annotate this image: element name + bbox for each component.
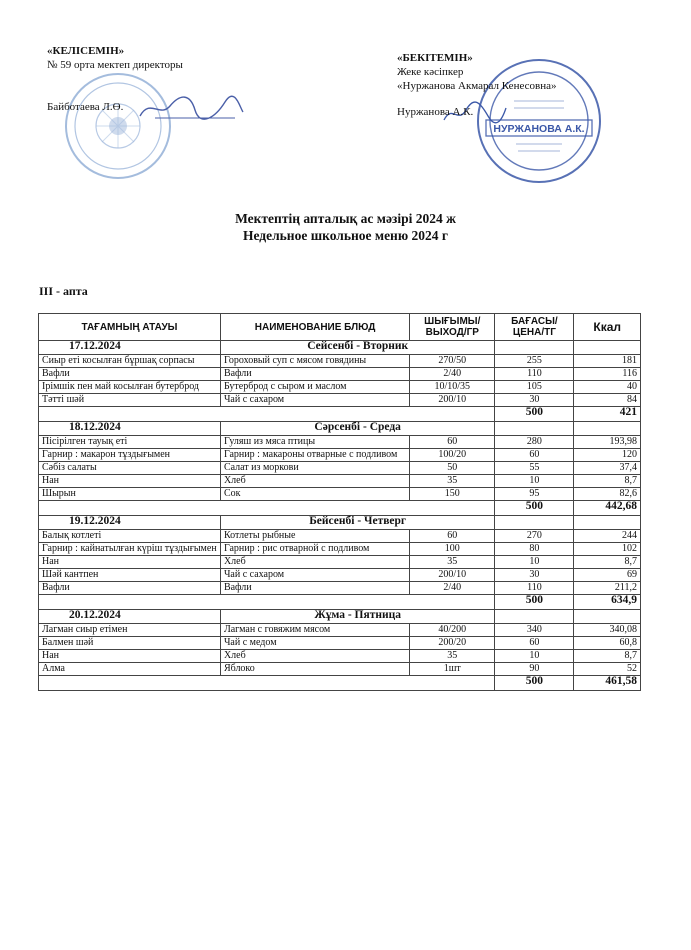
total-kcal: 461,58 [574,676,641,691]
dish-name-kz: Сәбіз салаты [39,462,221,475]
dish-name-kz: Балық котлеті [39,530,221,543]
dish-yield: 40/200 [410,624,495,637]
total-empty-cell [39,595,495,610]
day-header-row [39,341,641,355]
total-kcal: 634,9 [574,595,641,610]
dish-price: 10 [495,650,574,663]
title-russian: Недельное школьное меню 2024 г [242,228,449,243]
dish-name-kz: Балмен шәй [39,637,221,650]
header-dish-ru: НАИМЕНОВАНИЕ БЛЮД [220,314,409,341]
total-empty-cell [39,676,495,691]
dish-name-ru: Бутерброд с сыром и маслом [220,381,409,394]
dish-price: 110 [495,582,574,595]
day-date: 18.12.2024 [39,422,221,436]
dish-price: 110 [495,368,574,381]
header-yield: ШЫҒЫМЫ/ ВЫХОД/ГР [410,314,495,341]
day-name: Сейсенбі - Вторник [220,341,494,355]
menu-item-row [39,663,641,676]
menu-body [39,341,641,691]
dish-name-kz: Ірімшік пен май косылған бутерброд [39,381,221,394]
dish-yield: 10/10/35 [410,381,495,394]
dish-name-kz: Гарнир : кайнатылған күріш тұздығымен [39,543,221,556]
total-price: 500 [495,676,574,691]
menu-item-row [39,569,641,582]
day-total-row [39,676,641,691]
menu-item-row [39,475,641,488]
dish-yield: 150 [410,488,495,501]
dish-yield: 200/10 [410,569,495,582]
dish-yield: 60 [410,530,495,543]
dish-name-ru: Гарнир : рис отварной с подливом [220,543,409,556]
day-empty-cell [574,610,641,624]
dish-kcal: 40 [574,381,641,394]
dish-kcal: 193,98 [574,436,641,449]
dish-yield: 1шт [410,663,495,676]
menu-header-row [39,314,641,341]
day-name: Бейсенбі - Четверг [220,516,494,530]
day-empty-cell [574,516,641,530]
menu-item-row [39,530,641,543]
menu-item-row [39,582,641,595]
dish-price: 80 [495,543,574,556]
dish-name-ru: Гарнир : макароны отварные с подливом [220,449,409,462]
dish-kcal: 8,7 [574,556,641,569]
dish-yield: 60 [410,436,495,449]
dish-price: 60 [495,637,574,650]
dish-yield: 35 [410,556,495,569]
day-name: Сәрсенбі - Среда [220,422,494,436]
dish-name-kz: Лагман сиыр етімен [39,624,221,637]
day-header-row [39,516,641,530]
dish-yield: 200/20 [410,637,495,650]
menu-item-row [39,637,641,650]
dish-name-kz: Вафли [39,368,221,381]
total-kcal: 421 [574,407,641,422]
menu-item-row [39,436,641,449]
day-header-row [39,610,641,624]
dish-name-kz: Нан [39,475,221,488]
total-empty-cell [39,407,495,422]
menu-item-row [39,368,641,381]
dish-price: 30 [495,394,574,407]
dish-yield: 50 [410,462,495,475]
menu-item-row [39,488,641,501]
dish-yield: 100 [410,543,495,556]
dish-name-kz: Пісірілген тауық еті [39,436,221,449]
day-header-row [39,422,641,436]
total-empty-cell [39,501,495,516]
week-label: III - апта [39,284,88,298]
dish-price: 95 [495,488,574,501]
menu-item-row [39,462,641,475]
dish-name-ru: Чай с медом [220,637,409,650]
dish-price: 340 [495,624,574,637]
dish-name-ru: Гороховый суп с мясом говядины [220,355,409,368]
approval-right-heading: «БЕКІТЕМІН» [397,52,473,64]
header-price: БАҒАСЫ/ ЦЕНА/ТГ [495,314,574,341]
dish-yield: 35 [410,650,495,663]
dish-name-kz: Сиыр еті косылған бұршақ сорпасы [39,355,221,368]
dish-name-ru: Чай с сахаром [220,569,409,582]
dish-name-ru: Лагман с говяжим мясом [220,624,409,637]
day-empty-cell [495,341,574,355]
dish-name-kz: Алма [39,663,221,676]
day-date: 20.12.2024 [39,610,221,624]
dish-kcal: 181 [574,355,641,368]
dish-kcal: 69 [574,569,641,582]
day-name: Жұма - Пятница [220,610,494,624]
menu-item-row [39,394,641,407]
menu-item-row [39,650,641,663]
menu-item-row [39,543,641,556]
dish-name-ru: Гуляш из мяса птицы [220,436,409,449]
dish-price: 255 [495,355,574,368]
dish-yield: 2/40 [410,582,495,595]
header-dish-kz: ТАҒАМНЫҢ АТАУЫ [39,314,221,341]
dish-kcal: 37,4 [574,462,641,475]
dish-kcal: 340,08 [574,624,641,637]
day-empty-cell [495,610,574,624]
menu-item-row [39,381,641,394]
menu-item-row [39,355,641,368]
menu-item-row [39,556,641,569]
day-total-row [39,407,641,422]
dish-price: 10 [495,475,574,488]
day-total-row [39,501,641,516]
total-price: 500 [495,501,574,516]
day-empty-cell [495,516,574,530]
dish-name-kz: Шырын [39,488,221,501]
dish-kcal: 116 [574,368,641,381]
dish-yield: 2/40 [410,368,495,381]
title-kazakh: Мектептің апталық ас мәзірі 2024 ж [235,211,456,226]
dish-name-ru: Чай с сахаром [220,394,409,407]
director-signature [135,88,245,128]
total-kcal: 442,68 [574,501,641,516]
total-price: 500 [495,595,574,610]
dish-kcal: 102 [574,543,641,556]
dish-name-kz: Нан [39,556,221,569]
dish-name-kz: Шәй кантпен [39,569,221,582]
dish-name-kz: Вафли [39,582,221,595]
dish-name-ru: Сок [220,488,409,501]
dish-price: 10 [495,556,574,569]
dish-price: 280 [495,436,574,449]
day-total-row [39,595,641,610]
approval-right [397,51,556,119]
dish-kcal: 60,8 [574,637,641,650]
approval-right-position: Жеке кәсіпкер [397,66,464,78]
day-empty-cell [574,422,641,436]
menu-item-row [39,624,641,637]
dish-name-ru: Салат из моркови [220,462,409,475]
dish-yield: 200/10 [410,394,495,407]
dish-price: 90 [495,663,574,676]
dish-name-kz: Тәтті шәй [39,394,221,407]
dish-kcal: 84 [574,394,641,407]
day-empty-cell [574,341,641,355]
dish-name-ru: Вафли [220,368,409,381]
dish-name-ru: Вафли [220,582,409,595]
dish-kcal: 82,6 [574,488,641,501]
dish-name-kz: Нан [39,650,221,663]
dish-price: 30 [495,569,574,582]
dish-price: 55 [495,462,574,475]
dish-yield: 35 [410,475,495,488]
dish-kcal: 244 [574,530,641,543]
dish-price: 60 [495,449,574,462]
menu-table [38,313,641,691]
dish-price: 270 [495,530,574,543]
approval-left-position: № 59 орта мектеп директоры [47,59,183,71]
approval-left [47,44,183,72]
approval-right-company: «Нуржанова Акмарал Кенесовна» [397,80,557,92]
approval-left-heading: «КЕЛІСЕМІН» [47,45,125,57]
approval-left-signer: Байботаева Л.Ө. [47,101,124,113]
header-kcal: Ккал [574,314,641,341]
day-date: 19.12.2024 [39,516,221,530]
approval-right-signer: Нуржанова А.К. [397,106,474,118]
dish-name-ru: Хлеб [220,475,409,488]
dish-name-kz: Гарнир : макарон тұздығымен [39,449,221,462]
dish-name-ru: Котлеты рыбные [220,530,409,543]
dish-name-ru: Хлеб [220,556,409,569]
dish-yield: 270/50 [410,355,495,368]
dish-kcal: 211,2 [574,582,641,595]
dish-price: 105 [495,381,574,394]
menu-item-row [39,449,641,462]
dish-kcal: 8,7 [574,475,641,488]
dish-kcal: 120 [574,449,641,462]
day-empty-cell [495,422,574,436]
dish-name-ru: Хлеб [220,650,409,663]
total-price: 500 [495,407,574,422]
stamp-name-text: НУРЖАНОВА А.К. [493,123,585,135]
day-date: 17.12.2024 [39,341,221,355]
dish-kcal: 8,7 [574,650,641,663]
dish-kcal: 52 [574,663,641,676]
dish-name-ru: Яблоко [220,663,409,676]
dish-yield: 100/20 [410,449,495,462]
